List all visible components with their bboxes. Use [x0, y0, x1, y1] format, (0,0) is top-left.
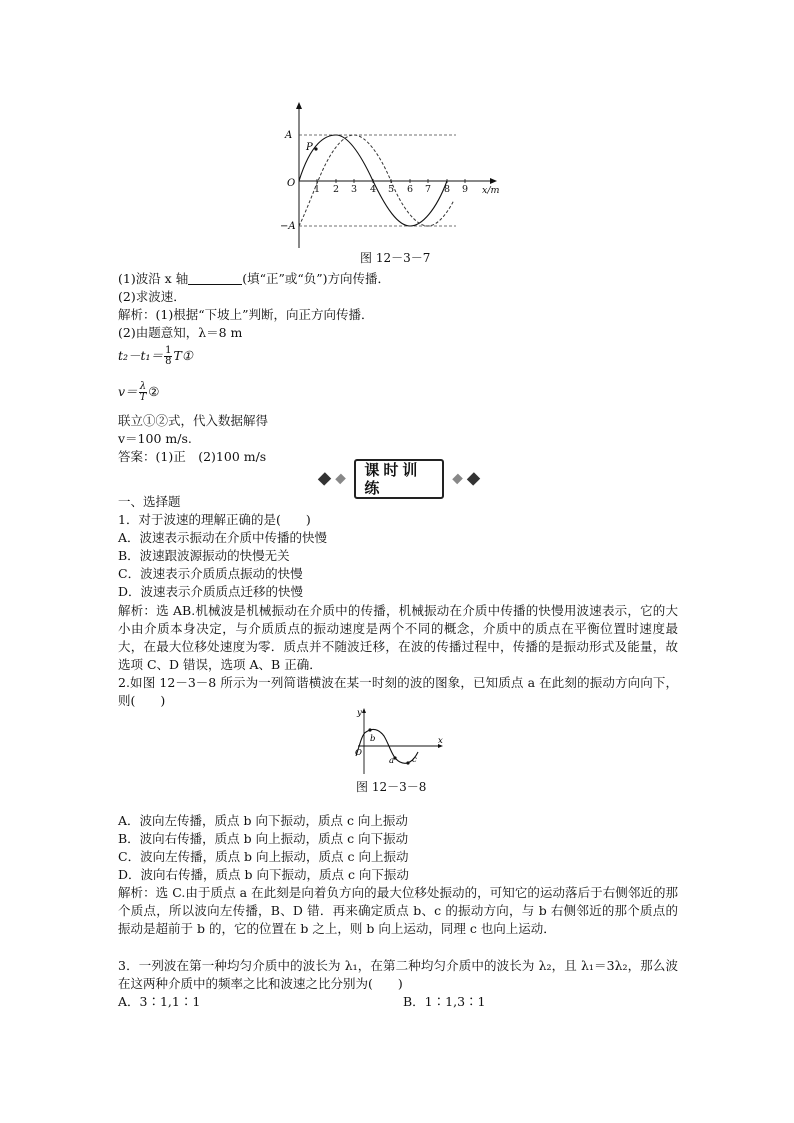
- fig2-label-O: O: [355, 748, 362, 758]
- label-P: P: [306, 142, 313, 153]
- banner-diamond-left: [318, 472, 332, 486]
- fig2-point-b: [368, 728, 371, 731]
- example-analysis-2: (2)由题意知，λ＝8 m: [118, 325, 243, 340]
- eq1-numerator: 1: [165, 345, 172, 356]
- q2-option-a: A．波向左传播，质点 b 向下振动，质点 c 向上振动: [118, 813, 408, 828]
- eq1-denominator: 8: [165, 356, 172, 367]
- q3-option-b: B．1∶1,3∶1: [403, 994, 486, 1009]
- q2-option-c: C．波向左传播，质点 b 向上振动，质点 c 向上振动: [118, 849, 409, 864]
- q3-option-a: A．3∶1,1∶1: [118, 994, 201, 1009]
- eq2-lhs: v＝: [118, 384, 138, 399]
- eq1-fraction: [164, 346, 172, 367]
- wave-figure-2: [352, 706, 446, 776]
- q2-stem: 2.如图 12－3－8 所示为一列简谐横波在某一时刻的波的图象，已知质点 a 在此刻的振动方向向下，则( ): [118, 675, 678, 708]
- banner-diamond-right: [467, 472, 481, 486]
- figure1-caption: 图 12－3－7: [360, 251, 431, 265]
- tick-label-8: 8: [444, 184, 451, 195]
- label-origin: O: [287, 178, 296, 189]
- fig2-point-c: [406, 761, 409, 764]
- eq2-numerator: λ: [139, 381, 147, 392]
- fig2-label-y: y: [357, 708, 362, 718]
- fig2-y-arrow: [362, 708, 366, 713]
- example-question-2: (2)求波速．: [118, 289, 186, 304]
- example-equation-2: [118, 382, 159, 403]
- example-question-1: [118, 271, 390, 287]
- q1-option-d: D．波速表示介质质点迁移的快慢: [118, 584, 304, 599]
- tick-label-2: 2: [333, 184, 340, 195]
- example-answer: 答案：(1)正 (2)100 m/s: [118, 449, 267, 464]
- section-banner: [316, 461, 482, 497]
- q1-stem: 1．对于波速的理解正确的是( ): [118, 512, 311, 527]
- q1-post-text: (填“正”或“负”)方向传播．: [242, 271, 391, 286]
- fig2-label-b: b: [370, 734, 376, 744]
- banner-title: 课时训练: [354, 459, 443, 499]
- eq1-rhs: T①: [173, 348, 193, 363]
- q1-option-b: B．波速跟波源振动的快慢无关: [118, 548, 290, 563]
- eq2-fraction: [139, 382, 148, 403]
- label-neg-A: −A: [280, 221, 296, 232]
- eq1-lhs: t₂－t₁＝: [118, 348, 164, 363]
- q2-analysis: 解析：选 C.由于质点 a 在此刻是向着负方向的最大位移处振动的，可知它的运动落后于右侧邻近的那个质点，所以波向左传播，B、D 错．再来确定质点 b、c 的振动方向，与 b 右侧邻近的那个质点的振动是超前于 b 的，它的位置在 b 之上，则 b 向上运动，同理 c 也向上运动．: [118, 885, 678, 936]
- x-axis-label: x/m: [482, 185, 500, 196]
- q1-option-c: C．波速表示介质质点振动的快慢: [118, 566, 303, 581]
- fig2-label-c: c: [412, 755, 417, 765]
- figure2-caption: 图 12－3－8: [356, 780, 427, 794]
- y-axis-arrow: [296, 102, 302, 109]
- q2-option-d: D．波向右传播，质点 b 向下振动，质点 c 向下振动: [118, 867, 409, 882]
- tick-label-9: 9: [462, 184, 469, 195]
- tick-label-3: 3: [351, 184, 358, 195]
- example-combine: 联立①②式，代入数据解得: [118, 413, 269, 428]
- wave-graph-figure: [276, 100, 506, 250]
- q2-option-b: B．波向右传播，质点 b 向上振动，质点 c 向下振动: [118, 831, 409, 846]
- q1-analysis: 解析：选 AB.机械波是机械振动在介质中的传播，机械振动在介质中传播的快慢用波速表示，它的大小由介质本身决定，与介质质点的振动速度是两个不同的概念，介质中的质点在平衡位置时速度最大，在最大位移处速度为零．质点并不随波迁移，在波的传播过程中，传播的是振动形式及能量，故选项 C、D 错误，选项 A、B 正确．: [118, 603, 678, 672]
- section-heading: 一、选择题: [118, 494, 181, 509]
- fig2-label-x: x: [438, 736, 443, 746]
- tick-label-7: 7: [425, 184, 432, 195]
- tick-label-6: 6: [407, 184, 414, 195]
- example-analysis-1: 解析：(1)根据“下坡上”判断，向正方向传播．: [118, 307, 374, 322]
- x-axis-arrow: [490, 178, 497, 184]
- tick-label-4: 4: [370, 184, 377, 195]
- banner-diamond-left-2: [335, 474, 346, 485]
- tick-label-1: 1: [314, 184, 321, 195]
- label-A: A: [285, 130, 293, 141]
- banner-diamond-right-2: [452, 474, 463, 485]
- q1-option-a: A．波速表示振动在介质中传播的快慢: [118, 530, 328, 545]
- tick-label-5: 5: [388, 184, 395, 195]
- eq2-rhs: ②: [148, 384, 160, 399]
- eq2-denominator: T: [139, 392, 147, 403]
- point-P: [314, 147, 317, 150]
- answer-blank: [188, 272, 242, 285]
- fig2-label-a: a: [389, 756, 395, 766]
- q1-pre-text: (1)波沿 x 轴: [118, 271, 189, 286]
- q3-stem: 3．一列波在第一种均匀介质中的波长为 λ₁，在第二种均匀介质中的波长为 λ₂，且 λ₁＝3λ₂，那么波在这两种介质中的频率之比和波速之比分别为( ): [118, 958, 678, 991]
- example-equation-1: [118, 346, 193, 367]
- example-result: v＝100 m/s.: [118, 431, 192, 446]
